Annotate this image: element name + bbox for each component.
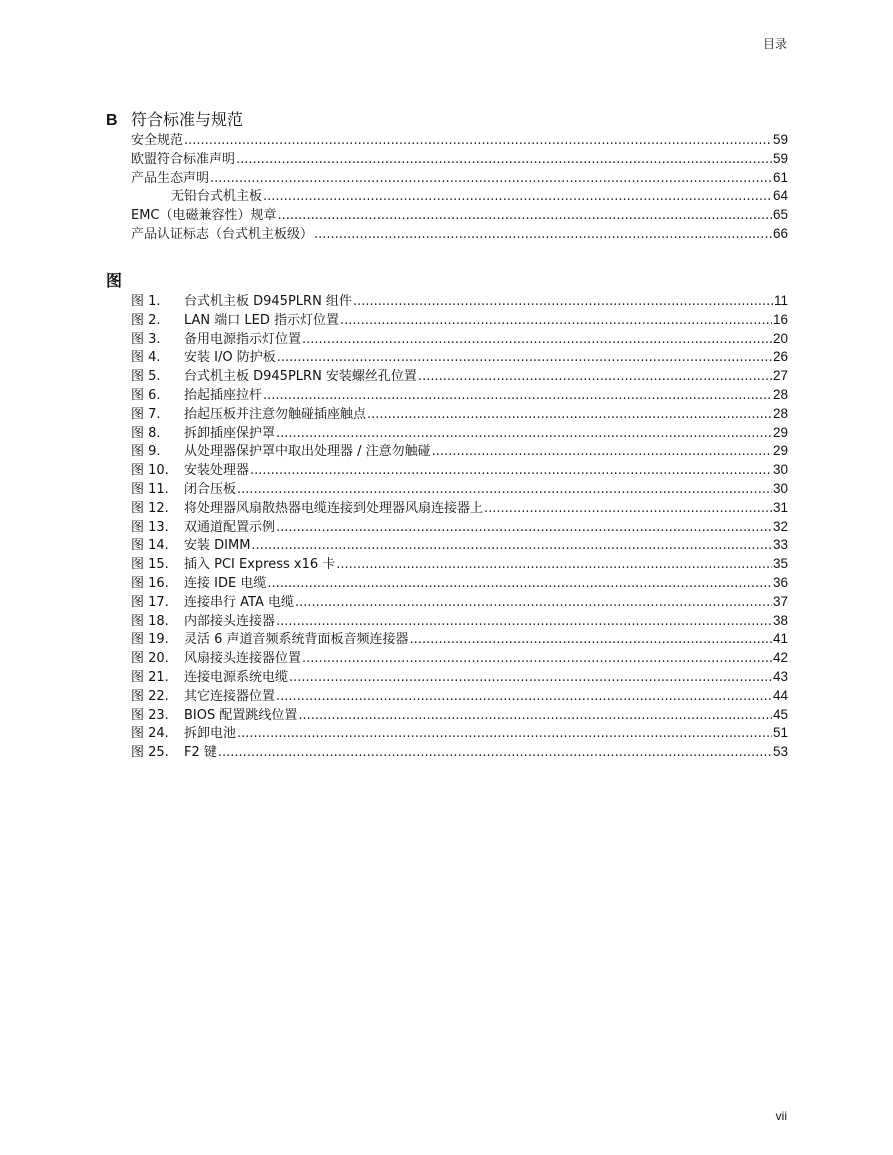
figure-label: 内部接头连接器 bbox=[184, 613, 276, 629]
toc-label: 产品认证标志（台式机主板级） bbox=[131, 226, 314, 242]
page-ref: 41 bbox=[772, 631, 788, 647]
dot-leader bbox=[250, 462, 772, 481]
figure-label: 将处理器风扇散热器电缆连接到处理器风扇连接器上 bbox=[184, 500, 484, 516]
page-ref: 38 bbox=[772, 612, 788, 628]
figure-entry[interactable] bbox=[131, 593, 788, 612]
page-ref: 51 bbox=[772, 725, 788, 741]
dot-leader bbox=[276, 613, 772, 632]
figure-number: 图 2. bbox=[131, 312, 161, 328]
dot-leader bbox=[210, 170, 772, 189]
figure-label: 双通道配置示例 bbox=[184, 519, 276, 535]
dot-leader bbox=[218, 744, 772, 763]
page-ref: 65 bbox=[772, 207, 788, 223]
figure-label: F2 键 bbox=[184, 745, 217, 761]
figure-label: 安装 I/O 防护板 bbox=[184, 350, 276, 366]
figure-entry[interactable] bbox=[131, 518, 788, 537]
figure-entry[interactable] bbox=[131, 292, 788, 311]
figure-entry[interactable] bbox=[131, 386, 788, 405]
page-ref: 11 bbox=[773, 293, 788, 308]
dot-leader bbox=[276, 688, 772, 707]
page-ref: 28 bbox=[772, 405, 788, 421]
page-ref: 29 bbox=[772, 443, 788, 459]
figure-label: 台式机主板 D945PLRN 组件 bbox=[184, 294, 352, 309]
figure-label: 安装处理器 bbox=[184, 463, 250, 479]
dot-leader bbox=[277, 349, 772, 368]
dot-leader bbox=[278, 207, 772, 226]
page-ref: 26 bbox=[772, 349, 788, 365]
figure-number: 图 25. bbox=[131, 745, 169, 761]
figure-label: 连接 IDE 电缆 bbox=[184, 575, 267, 591]
dot-leader bbox=[267, 575, 772, 594]
figure-number: 图 4. bbox=[131, 350, 161, 366]
figure-number: 图 10. bbox=[131, 463, 169, 479]
toc-label: EMC（电磁兼容性）规章 bbox=[131, 208, 277, 224]
page-ref: 43 bbox=[772, 668, 788, 684]
dot-leader bbox=[263, 387, 772, 406]
toc-entry[interactable] bbox=[131, 150, 788, 169]
figure-entry[interactable] bbox=[131, 442, 788, 461]
toc-entry[interactable] bbox=[131, 206, 788, 225]
toc-label: 欧盟符合标准声明 bbox=[131, 151, 236, 167]
figure-entry[interactable] bbox=[131, 461, 788, 480]
figure-number: 图 14. bbox=[131, 538, 169, 554]
figure-number: 图 16. bbox=[131, 575, 169, 591]
figure-label: LAN 端口 LED 指示灯位置 bbox=[184, 312, 340, 328]
figure-number: 图 17. bbox=[131, 594, 169, 610]
page-ref: 44 bbox=[772, 687, 788, 703]
figure-entry[interactable] bbox=[131, 367, 788, 386]
page-ref: 66 bbox=[772, 225, 788, 241]
dot-leader bbox=[302, 650, 772, 669]
page-ref: 33 bbox=[772, 537, 788, 553]
figure-entry[interactable] bbox=[131, 649, 788, 668]
figure-entry[interactable] bbox=[131, 480, 788, 499]
figure-entry[interactable] bbox=[131, 348, 788, 367]
figure-number: 图 6. bbox=[131, 387, 161, 403]
figure-entry[interactable] bbox=[131, 612, 788, 631]
figure-entry[interactable] bbox=[131, 668, 788, 687]
figure-label: 从处理器保护罩中取出处理器 / 注意勿触碰 bbox=[184, 444, 431, 460]
toc-entry[interactable] bbox=[131, 225, 788, 244]
section-b-toc bbox=[131, 131, 788, 244]
dot-leader bbox=[314, 226, 772, 245]
page-ref: 42 bbox=[772, 650, 788, 666]
figure-entry[interactable] bbox=[131, 536, 788, 555]
dot-leader bbox=[263, 188, 772, 207]
page-ref: 31 bbox=[772, 499, 788, 515]
figure-label: 抬起插座拉杆 bbox=[184, 387, 263, 403]
figure-label: 风扇接头连接器位置 bbox=[184, 651, 302, 667]
page-ref: 37 bbox=[772, 593, 788, 609]
dot-leader bbox=[418, 368, 772, 387]
figure-label: 其它连接器位置 bbox=[184, 688, 276, 704]
dot-leader bbox=[336, 556, 772, 575]
figure-number: 图 15. bbox=[131, 557, 169, 573]
section-letter: B bbox=[106, 112, 118, 129]
page-ref: 61 bbox=[772, 169, 788, 185]
figures-heading: 图 bbox=[106, 271, 123, 290]
toc-label: 产品生态声明 bbox=[131, 170, 210, 186]
figure-entry[interactable] bbox=[131, 499, 788, 518]
figure-label: 抬起压板并注意勿触碰插座触点 bbox=[184, 406, 367, 422]
dot-leader bbox=[484, 500, 772, 519]
toc-label: 无铅台式机主板 bbox=[171, 189, 263, 205]
figure-number: 图 20. bbox=[131, 651, 169, 667]
figure-number: 图 22. bbox=[131, 688, 169, 704]
dot-leader bbox=[432, 443, 772, 462]
running-header: 目录 bbox=[762, 37, 787, 51]
dot-leader bbox=[340, 312, 772, 331]
figures-toc bbox=[131, 292, 788, 762]
page-ref: 59 bbox=[772, 132, 788, 147]
dot-leader bbox=[236, 151, 772, 170]
figure-label: BIOS 配置跳线位置 bbox=[184, 707, 298, 723]
figure-entry[interactable] bbox=[131, 743, 788, 762]
page-ref: 64 bbox=[772, 188, 788, 204]
figure-label: 备用电源指示灯位置 bbox=[184, 331, 302, 347]
figure-label: 连接串行 ATA 电缆 bbox=[184, 594, 294, 610]
figure-entry[interactable] bbox=[131, 311, 788, 330]
section-title: 符合标准与规范 bbox=[131, 110, 244, 129]
dot-leader bbox=[184, 132, 772, 151]
figure-entry[interactable] bbox=[131, 706, 788, 725]
figure-entry[interactable] bbox=[131, 574, 788, 593]
figure-number: 图 9. bbox=[131, 444, 161, 460]
figure-entry[interactable] bbox=[131, 724, 788, 743]
page-ref: 36 bbox=[772, 574, 788, 590]
dot-leader bbox=[295, 594, 772, 613]
page-ref: 29 bbox=[772, 424, 788, 440]
page-ref: 35 bbox=[772, 556, 788, 572]
page-ref: 20 bbox=[772, 330, 788, 346]
figure-number: 图 19. bbox=[131, 632, 169, 648]
page-ref: 53 bbox=[772, 744, 788, 760]
figure-label: 插入 PCI Express x16 卡 bbox=[184, 557, 336, 573]
dot-leader bbox=[237, 481, 772, 500]
dot-leader bbox=[302, 331, 772, 350]
figure-number: 图 23. bbox=[131, 707, 169, 723]
figure-label: 灵活 6 声道音频系统背面板音频连接器 bbox=[184, 632, 409, 648]
dot-leader bbox=[237, 725, 772, 744]
page-ref: 30 bbox=[772, 480, 788, 496]
figure-label: 闭合压板 bbox=[184, 481, 237, 497]
figure-label: 连接电源系统电缆 bbox=[184, 669, 289, 685]
dot-leader bbox=[298, 707, 772, 726]
figure-number: 图 11. bbox=[131, 481, 169, 497]
figure-label: 安装 DIMM bbox=[184, 538, 251, 554]
dot-leader bbox=[410, 631, 772, 650]
figure-entry[interactable] bbox=[131, 555, 788, 574]
figure-entry[interactable] bbox=[131, 405, 788, 424]
figure-number: 图 12. bbox=[131, 500, 169, 516]
page-ref: 27 bbox=[772, 368, 788, 384]
figure-entry[interactable] bbox=[131, 630, 788, 649]
figure-number: 图 13. bbox=[131, 519, 169, 535]
toc-label: 安全规范 bbox=[131, 133, 184, 148]
figure-label: 台式机主板 D945PLRN 安装螺丝孔位置 bbox=[184, 369, 417, 385]
figure-entry[interactable] bbox=[131, 424, 788, 443]
figure-entry[interactable] bbox=[131, 687, 788, 706]
page-ref: 45 bbox=[772, 706, 788, 722]
figure-number: 图 7. bbox=[131, 406, 161, 422]
figure-label: 拆卸电池 bbox=[184, 726, 237, 742]
page-ref: 16 bbox=[772, 311, 788, 327]
figure-number: 图 1. bbox=[131, 294, 161, 309]
toc-entry[interactable] bbox=[131, 169, 788, 188]
figure-number: 图 18. bbox=[131, 613, 169, 629]
dot-leader bbox=[276, 425, 772, 444]
figure-number: 图 21. bbox=[131, 669, 169, 685]
figure-label: 拆卸插座保护罩 bbox=[184, 425, 276, 441]
section-b-heading bbox=[106, 107, 243, 130]
page-ref: 28 bbox=[772, 386, 788, 402]
figure-number: 图 3. bbox=[131, 331, 161, 347]
toc-entry[interactable] bbox=[131, 131, 788, 150]
dot-leader bbox=[251, 537, 772, 556]
figure-number: 图 8. bbox=[131, 425, 161, 441]
page-ref: 59 bbox=[772, 150, 788, 166]
page-number: vii bbox=[775, 1109, 787, 1123]
toc-entry[interactable] bbox=[131, 187, 788, 206]
dot-leader bbox=[367, 406, 772, 425]
figure-number: 图 24. bbox=[131, 726, 169, 742]
page-ref: 30 bbox=[772, 462, 788, 478]
dot-leader bbox=[289, 669, 772, 688]
figure-number: 图 5. bbox=[131, 369, 161, 385]
figure-entry[interactable] bbox=[131, 330, 788, 349]
dot-leader bbox=[276, 519, 772, 538]
dot-leader bbox=[353, 293, 773, 312]
page-ref: 32 bbox=[772, 518, 788, 534]
